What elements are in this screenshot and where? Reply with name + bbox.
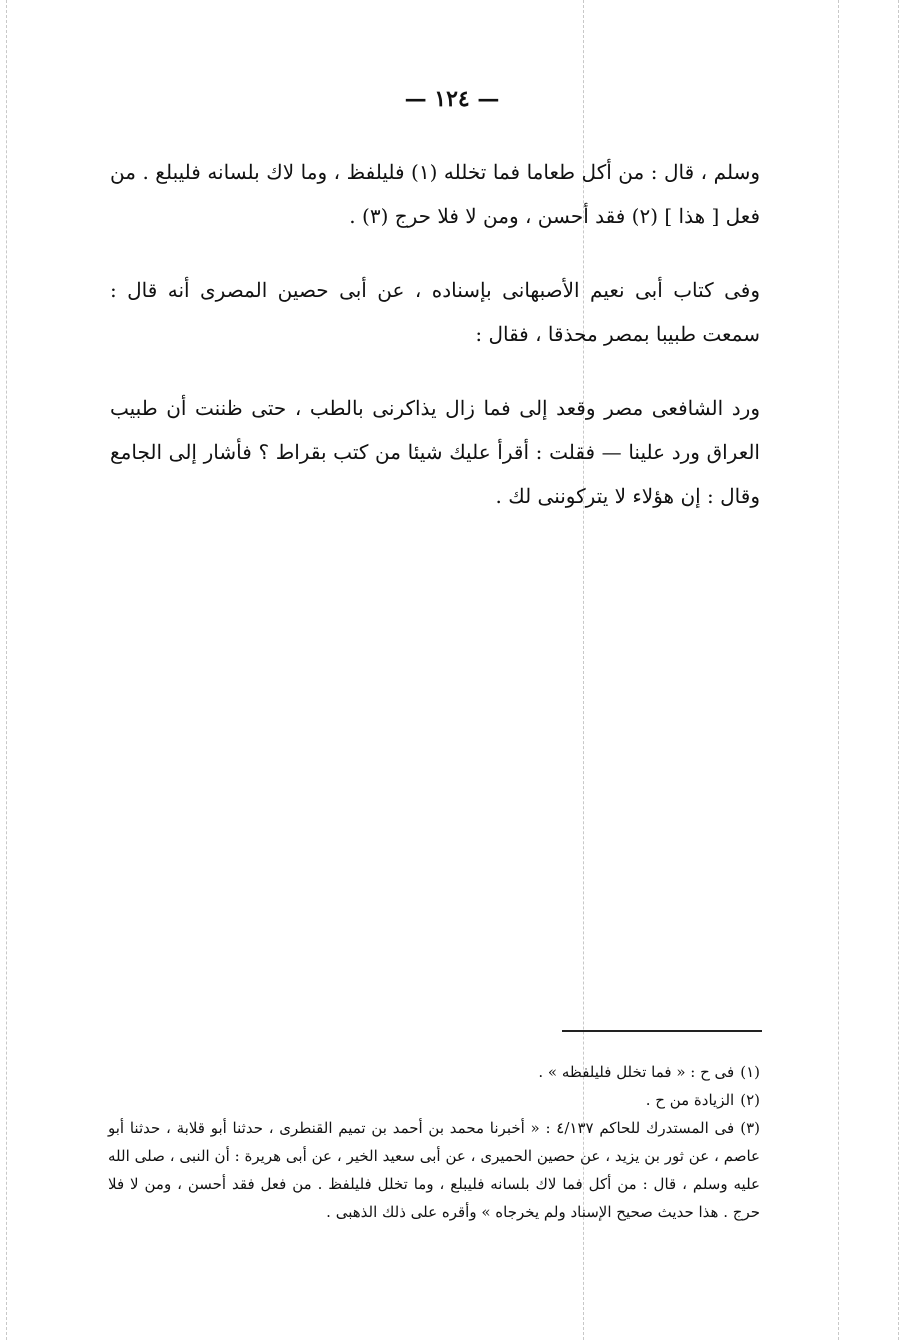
scan-line-edge bbox=[898, 0, 899, 1340]
footnote-number: (١) bbox=[740, 1063, 760, 1081]
footnote-number: (٣) bbox=[740, 1119, 760, 1137]
footnotes bbox=[108, 1058, 760, 1226]
footnote-number: (٢) bbox=[740, 1091, 760, 1109]
scan-line-right bbox=[838, 0, 839, 1340]
paragraph-1: وسلم ، قال : من أكل طعاما فما تخلله (١) فليلفظ ، وما لاك بلسانه فليبلع . من فعل [ هذا ] (٢) فقد أحسن ، ومن لا فلا حرج (٣) . bbox=[110, 160, 760, 228]
footnote-text: الزيادة من ح . bbox=[645, 1091, 735, 1109]
scan-line-left bbox=[6, 0, 7, 1340]
paragraph-3: ورد الشافعى مصر وقعد إلى فما زال يذاكرنى بالطب ، حتى ظننت أن طبيب العراق ورد علينا — فقلت : أقرأ عليك شيئا من كتب بقراط ؟ فأشار إلى الجامع وقال : إن هؤلاء لا يتركوننى لك . bbox=[110, 396, 760, 508]
footnote-text: فى ح : « فما تخلل فليلفظه » . bbox=[538, 1063, 735, 1081]
footnote-text: فى المستدرك للحاكم ٤/١٣٧ : « أخبرنا محمد بن أحمد بن تميم القنطرى ، حدثنا أبو قلابة ، حدثنا أبو عاصم ، عن ثور بن يزيد ، عن حصين الحميرى ، عن أبى سعيد الخير ، عن أبى هريرة : أن النبى ، صلى الله عليه وسلم ، قال : من أكل فما لاك بلسانه فليبلع ، وما تخلل فليلفظ . من فعل فقد أحسن ، ومن لا فلا حرج . هذا حديث صحيح الإسناد ولم يخرجاه » وأقره على ذلك الذهبى . bbox=[108, 1119, 760, 1221]
paragraph-2: وفى كتاب أبى نعيم الأصبهانى بإسناده ، عن أبى حصين المصرى أنه قال : سمعت طبيبا بمصر محذقا ، فقال : bbox=[110, 278, 760, 346]
footnote-1 bbox=[108, 1058, 760, 1086]
footnote-2 bbox=[108, 1086, 760, 1114]
footnote-3 bbox=[108, 1114, 760, 1226]
footnote-separator bbox=[562, 1030, 762, 1032]
page-number: — ١٢٤ — bbox=[404, 86, 500, 112]
